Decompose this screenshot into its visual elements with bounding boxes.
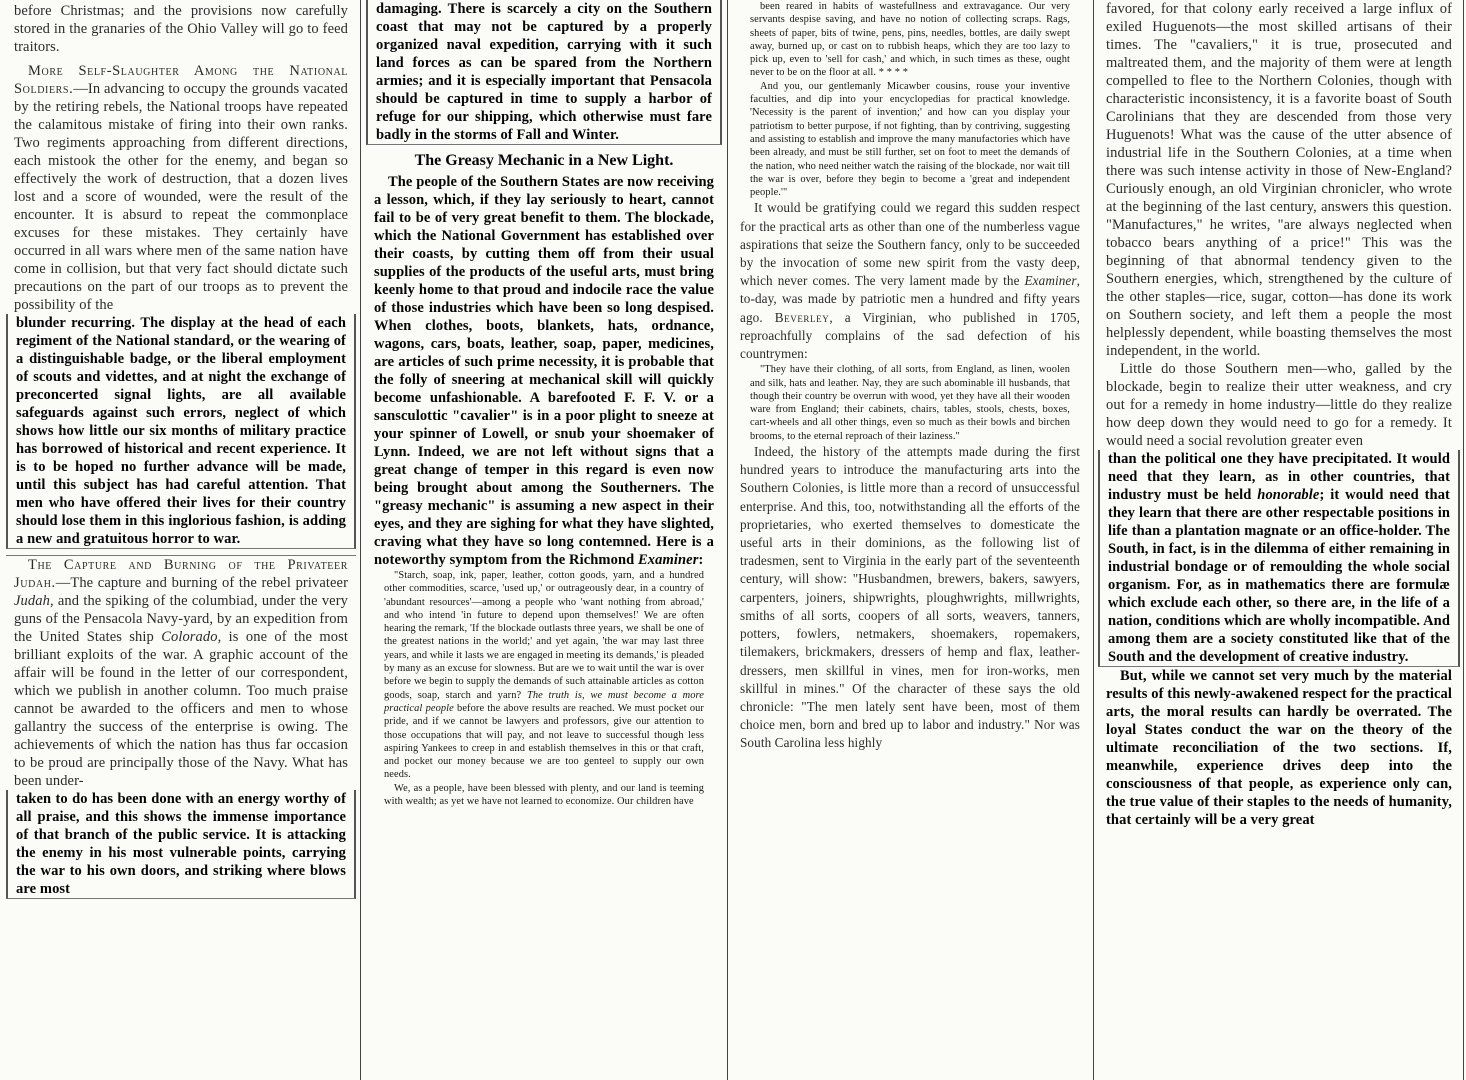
text-run: , a Virginian, who published in 1705, reproachfully complains of the sad defection of his countrymen: bbox=[740, 309, 1080, 362]
column-rule bbox=[1463, 0, 1464, 1080]
article-greasy-mechanic bbox=[366, 151, 722, 569]
column-rule bbox=[1093, 0, 1094, 1080]
text-run: ; it would need that they learn that there are other respectable positions in life than a plantation magnate or an office-holder. The South, in fact, is in the dilemma of either remaining in industrial bondage or of remoulding the whole social organism. For, as in mathematics there are formulæ which exclude each other, so there are, in the life of a nation, conditions which are wholly incompatible. And among them are a society constituted like that of the South and the development of creative industry. bbox=[1108, 487, 1450, 665]
text-run: —In advancing to occupy the grounds vacated by the retiring rebels, the National troops have repeated the calamitous mistake of firing into their own ranks. Two regiments approaching from different directions, each mistook the other for the enemy, and began so effectively the work of destruction, that a dozen lives lost and a score of wounded, were the result of the encounter. It is absurd to repeat the commonplace excuses for these mistakes. They certainly have occurred in all wars where men of the same nation have come in collision, but that very fact should dictate such precautions on the part of our troops as to prevent the possibility of the bbox=[14, 81, 348, 313]
article-huguenots bbox=[1098, 0, 1460, 360]
text-run: Indeed, the history of the attempts made during the first hundred years to introduce the manufacturing arts into the Southern Colonies, is little more than a record of unsuccessful enterprise. And this, too, notwithstanding all the efforts of the proprietaries, who exerted themselves to domesticate the useful arts in their dominions, as the following list of tradesmen, sent to Virginia in the early part of the seventeenth century, will show: "Husbandmen, brewers, bakers, sawyers, carpenters, joiners, shipwrights, ploughwrights, millwrights, smiths of all sorts, coopers of all sorts, weavers, tanners, potters, fowlers, netmakers, shoemakers, ropemakers, tilemakers, brickmakers, dressers of hemp and flax, leather-dressers, men skillful in vines, men for iron-works, men skillful in mines." Of the character of these says the old chronicle: "The men lately sent have been, most of them choice men, born and bred up to labor and industry." Nor was South Carolina less highly bbox=[740, 444, 1080, 751]
italic-text-run: The truth is, we must become a more practical people bbox=[384, 689, 704, 714]
article-paragraph bbox=[374, 173, 714, 569]
text-run: —The capture and burning of the rebel privateer bbox=[55, 575, 348, 591]
article-capture-of-judah bbox=[6, 555, 356, 790]
text-run: taken to do has been done with an energy worthy of all praise, and this shows the immense importance of that branch of the public service. It is attacking the enemy in his most vulnerable points, carrying the war to his own doors, and striking where blows are most bbox=[16, 791, 346, 897]
italic-text-run: Examiner bbox=[638, 552, 699, 568]
text-run: : bbox=[698, 552, 704, 568]
column-1 bbox=[6, 0, 356, 1080]
article-paragraph bbox=[376, 0, 712, 144]
text-run: It would be gratifying could we regard this sudden respect for the practical arts as other than one of the numberless vague aspirations that seize the Southern fancy, only to be succeeded by the invocation of some new spirit from the vasty deep, which never comes. The very lament made by the bbox=[740, 200, 1080, 289]
text-run: Little do those Southern men—who, galled by the blockade, begin to realize their utter weakness, and cry out for a remedy in home industry—little do they realize how deep down they would need to go for a remedy. It would need a social revolution greater even bbox=[1106, 361, 1452, 449]
article-paragraph bbox=[1108, 450, 1450, 666]
article-headline: The Greasy Mechanic in a New Light. bbox=[414, 152, 674, 169]
article-gratifying bbox=[732, 199, 1088, 363]
text-run: "They have their clothing, of all sorts, from England, as linen, woolen and silk, hats and leather. Nay, they are such abominable ill husbands, that though their country be overrun with wood, yet they have all their wooden ware from England; their cabinets, chairs, tables, stools, chests, boxes, cart-wheels and all other things, even so much as their bowls and birchen brooms, to the eternal reproach of their laziness." bbox=[750, 364, 1070, 442]
quote-paragraph bbox=[740, 0, 1080, 80]
quote-richmond-examiner bbox=[366, 569, 722, 808]
column-2 bbox=[366, 0, 722, 1080]
article-paragraph bbox=[16, 790, 346, 898]
column-rule bbox=[360, 0, 361, 1080]
italic-text-run: Examiner bbox=[1024, 273, 1077, 289]
text-run: But, while we cannot set very much by the material results of this newly-awakened respect for the practical arts, the moral results can hardly be overrated. The loyal States conduct the war on the theory of the ultimate reconciliation of the two sections. If, meanwhile, experience drives deep into the consciousness of that people, as experience only can, the true value of their staples to the needs of humanity, that certainly will be a very great bbox=[1106, 668, 1452, 828]
clipping-political-one bbox=[1098, 450, 1460, 667]
article-paragraph bbox=[14, 2, 348, 56]
italic-text-run: Judah bbox=[14, 593, 50, 609]
article-paragraph bbox=[740, 199, 1080, 363]
italic-text-run: Colorado bbox=[161, 629, 218, 645]
text-run: And you, our gentlemanly Micawber cousins, rouse your inventive faculties, and dip into your encyclopedias for practical knowledge. 'Necessity is the parent of invention;' and how can you display your patriotism to better purpose, if not fighting, than by contriving, suggesting and assisting to establish and improve the many manufactories which have been already, and must be still further, set on foot to meet the demands of the nation, who need neither watch the raising of the blockade, nor wait till the war is over, before they begin to become a 'great and independent people.'" bbox=[750, 80, 1070, 199]
quote-examiner-continued bbox=[732, 0, 1088, 199]
article-paragraph bbox=[14, 62, 348, 314]
column-4 bbox=[1098, 0, 1460, 1080]
article-little-do-those bbox=[1098, 360, 1460, 450]
column-3 bbox=[732, 0, 1088, 1080]
article-lead-heading: More Self-Slaughter Among the National Soldiers. bbox=[14, 63, 348, 97]
text-run: , to-day, was made by patriotic men a hundred and fifty years ago. bbox=[740, 273, 1080, 325]
text-run: "Starch, soap, ink, paper, leather, cotton goods, yarn, and a hundred other commodities, scarce, 'used up,' or outrageously dear, in a country of 'abundant resources'—among a people who 'want nothing from abroad,' and who intend 'in future to depend upon themselves!' We are often hearing the remark, 'If the blockade outlasts three years, we shall be one of the greatest nations in the world;' and yet again, 'the war may last three years, and while it lasts we are engaged in meeting its demands,' is pleaded by many as an excuse for slowness. But are we to wait until the war is over before we begin to supply the demands of such attainable articles as cotton goods, soap, starch and yarn? bbox=[384, 570, 705, 701]
article-history-of-attempts bbox=[732, 443, 1088, 752]
article-lead-heading: Beverley bbox=[774, 309, 830, 325]
text-run: damaging. There is scarcely a city on the Southern coast that may not be captured by a properly organized naval expedition, carrying with it such land forces as can be spared from the Northern armies; and it is especially important that Pensacola should be captured in time to supply a harbor of refuge for our shipping, which otherwise must fare badly in the storms of Fall and Winter. bbox=[376, 1, 712, 143]
article-paragraph bbox=[16, 314, 346, 548]
text-run: favored, for that colony early received a large influx of exiled Huguenots—the most skilled artisans of their times. The "cavaliers," it is true, prosecuted and maltreated them, and the majority of them were at length compelled to flee to the Northern Colonies, though with characteristic inconsistency, it is a favorite boast of South Carolinians that they are descended from those very Huguenots! What was the cause of the utter absence of industrial life in the Southern Colonies, at a time when there was such intense activity in those of New-England? Curiously enough, an old Virginian chronicler, who wrote at the beginning of the last century, answers this question. "Manufactures," he writes, "are always neglected when tobacco bears anything of a price!" This was the beginning of that abnormal tendency given to the Southern energies, which, strengthened by the culture of the other staples—rice, sugar, cotton—has done its work on Southern society, and left them a people the most helplessly dependent, while boasting themselves the most independent, in the world. bbox=[1106, 1, 1452, 359]
quote-paragraph bbox=[374, 569, 714, 782]
text-run: been reared in habits of wastefullness and extravagance. Our very servants despise saving, and have no notion of collecting scraps. Rags, sheets of paper, bits of twine, pens, pins, needles, bottles, are daily swept away, burned up, or cast on to rubbish heaps, which they are too lazy to pick up, even to 'sell for cash,' and which, in such times as these, ought never to be on the floor at all. * * * * bbox=[750, 1, 1070, 79]
quote-paragraph bbox=[740, 363, 1080, 443]
text-run: We, as a people, have been blessed with plenty, and our land is teeming with wealth; as yet we have not learned to economize. Our children have bbox=[384, 782, 704, 808]
text-run: blunder recurring. The display at the head of each regiment of the National standard, or the wearing of a distinguishable badge, or the liberal employment of scouts and videttes, and at night the exchange of preconcerted signal lights, are all available safeguards against such errors, neglect of which shows how little our six months of military practice has borrowed of historical and recent experience. It is to be hoped no further advance will be made, until this subject has had careful attention. That men who have offered their lives for their country should lose them in this inglorious fashion, is adding a new and gratuitous horror to war. bbox=[16, 315, 346, 547]
article-paragraph bbox=[1106, 0, 1452, 360]
text-run: , and the spiking of the columbiad, under the very guns of the Pensacola Navy-yard, by an expedition from the United States ship bbox=[14, 593, 348, 645]
text-run: The people of the Southern States are now receiving a lesson, which, if they lay seriously to heart, cannot fail to be of very great benefit to them. The blockade, which the National Government has established over their coasts, by cutting them off from their usual supplies of the products of the useful arts, must bring keenly home to that proud and indocile race the value of those industries which have been so long despised. When clothes, boots, blankets, hats, ordnance, wagons, cars, boats, leather, soap, paper, medicines, are articles of such prime necessity, it is probable that the folly of sneering at mechanical skill will quickly become unfashionable. A barefooted F. F. V. or a sansculottic "cavalier" is in a poor plight to sneeze at your spinner of Lowell, or snub your shoemaker of Lynn. Indeed, we are not left without signs that a great change of temper in this regard is even now being brought about among the Southerners. The "greasy mechanic" is assuming a new aspect in their eyes, and they are sighing for what they have slighted, craving what they have so long contemned. Here is a noteworthy symptom from the Richmond bbox=[374, 174, 714, 568]
article-paragraph bbox=[14, 556, 348, 790]
clipping-blunder-recurring bbox=[6, 314, 356, 549]
clipping-provisions-tail bbox=[6, 2, 356, 56]
quote-beverley bbox=[732, 363, 1088, 443]
article-self-slaughter bbox=[6, 62, 356, 314]
quote-paragraph bbox=[374, 782, 714, 809]
article-paragraph bbox=[740, 443, 1080, 752]
text-run: than the political one they have precipitated. It would need that they learn, as in other countries, that industry must be held bbox=[1108, 451, 1450, 503]
quote-paragraph bbox=[740, 80, 1080, 200]
text-run: before the above results are reached. We must pocket our pride, and if we cannot be lawyers and professors, give our attention to those occupations that will pay, and not leave to successful though less aspiring Yankees to creep in and establish themselves in this or that craft, and pocket our money because we are too genteel to supply our own needs. bbox=[384, 702, 704, 781]
clipping-pensacola bbox=[366, 0, 722, 145]
article-moral-results bbox=[1098, 667, 1460, 829]
column-rule bbox=[727, 0, 728, 1080]
text-run: before Christmas; and the provisions now carefully stored in the granaries of the Ohio Valley will go to feed traitors. bbox=[14, 3, 348, 55]
italic-text-run: honorable bbox=[1257, 487, 1320, 503]
article-lead-heading: The Capture and Burning of the Privateer Judah. bbox=[14, 557, 348, 591]
text-run: , is one of the most brilliant exploits of the war. A graphic account of the affair will be found in the letter of our correspondent, which we publish in another column. Too much praise cannot be awarded to the officers and men to whose gallantry the success of the enterprise is owing. The achievements of which the nation has thus far occasion to be proud are principally those of the Navy. What has been under- bbox=[14, 629, 348, 789]
article-paragraph bbox=[1106, 667, 1452, 829]
clipping-navy-praise bbox=[6, 790, 356, 899]
article-paragraph bbox=[1106, 360, 1452, 450]
